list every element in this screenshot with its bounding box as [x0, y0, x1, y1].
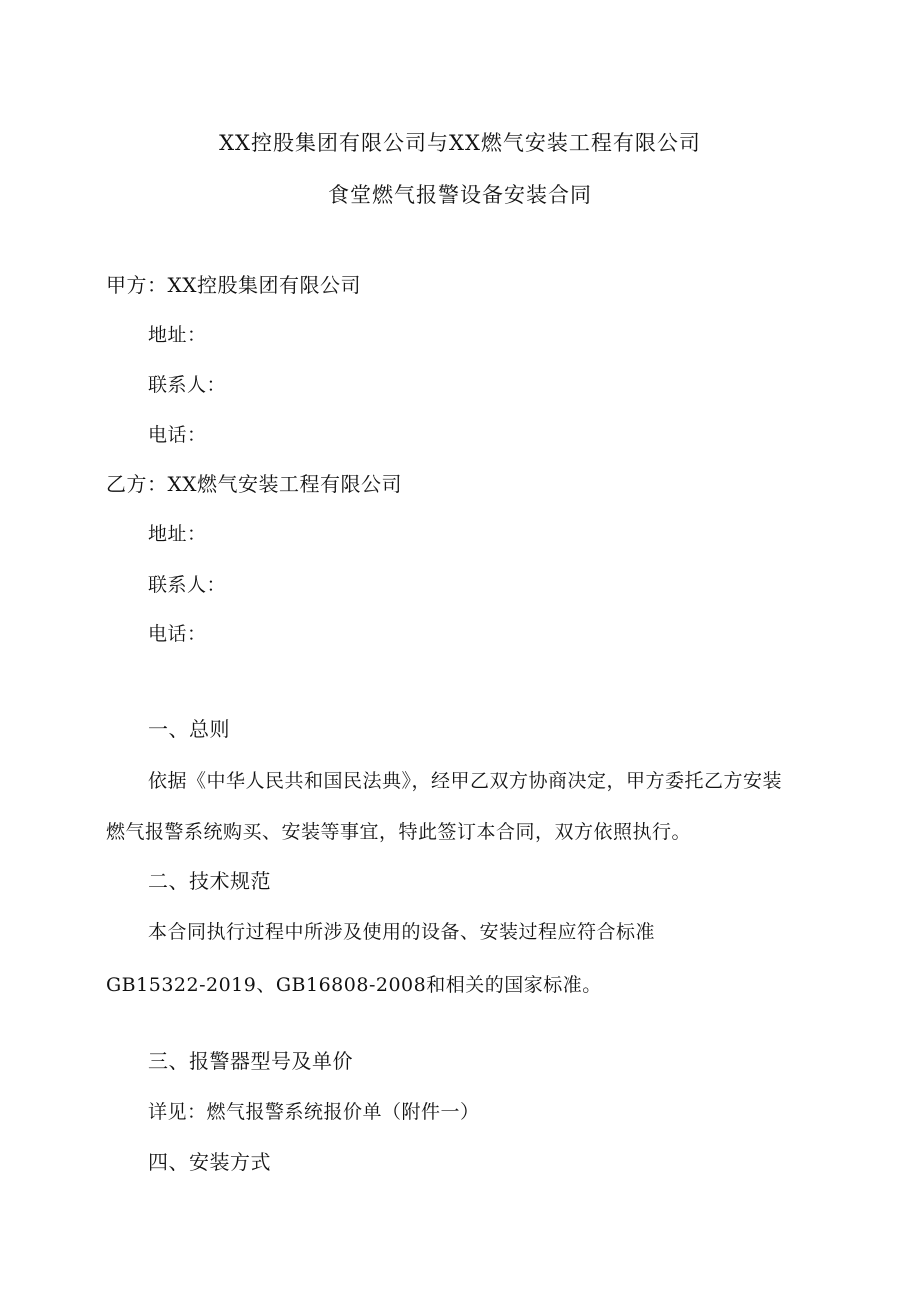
party-b-address: 地址：	[148, 523, 207, 545]
section-2-heading: 二、技术规范	[148, 869, 271, 893]
title-line-1: XX控股集团有限公司与XX燃气安装工程有限公司	[219, 131, 701, 155]
title-line-2: 食堂燃气报警设备安装合同	[328, 183, 592, 207]
party-a-address: 地址：	[148, 324, 207, 346]
section-1-paragraph-line-1: 依据《中华人民共和国民法典》，经甲乙双方协商决定，甲方委托乙方安装	[148, 770, 783, 792]
party-a-label: 甲方：XX控股集团有限公司	[106, 273, 361, 297]
party-a-contact: 联系人：	[148, 374, 227, 396]
party-b-contact: 联系人：	[148, 574, 227, 596]
party-b-label: 乙方：XX燃气安装工程有限公司	[106, 472, 402, 496]
section-3-paragraph-line-1: 详见：燃气报警系统报价单（附件一）	[148, 1101, 480, 1123]
party-b-phone: 电话：	[148, 623, 207, 645]
section-2-paragraph-line-2: GB15322-2019、GB16808-2008和相关的国家标准。	[106, 974, 602, 996]
section-4-heading: 四、安装方式	[148, 1150, 271, 1174]
party-a-phone: 电话：	[148, 424, 207, 446]
section-1-heading: 一、总则	[148, 717, 230, 741]
section-2-paragraph-line-1: 本合同执行过程中所涉及使用的设备、安装过程应符合标准	[148, 921, 656, 943]
section-1-paragraph-line-2: 燃气报警系统购买、安装等事宜，特此签订本合同，双方依照执行。	[106, 821, 692, 843]
section-3-heading: 三、报警器型号及单价	[148, 1049, 353, 1073]
